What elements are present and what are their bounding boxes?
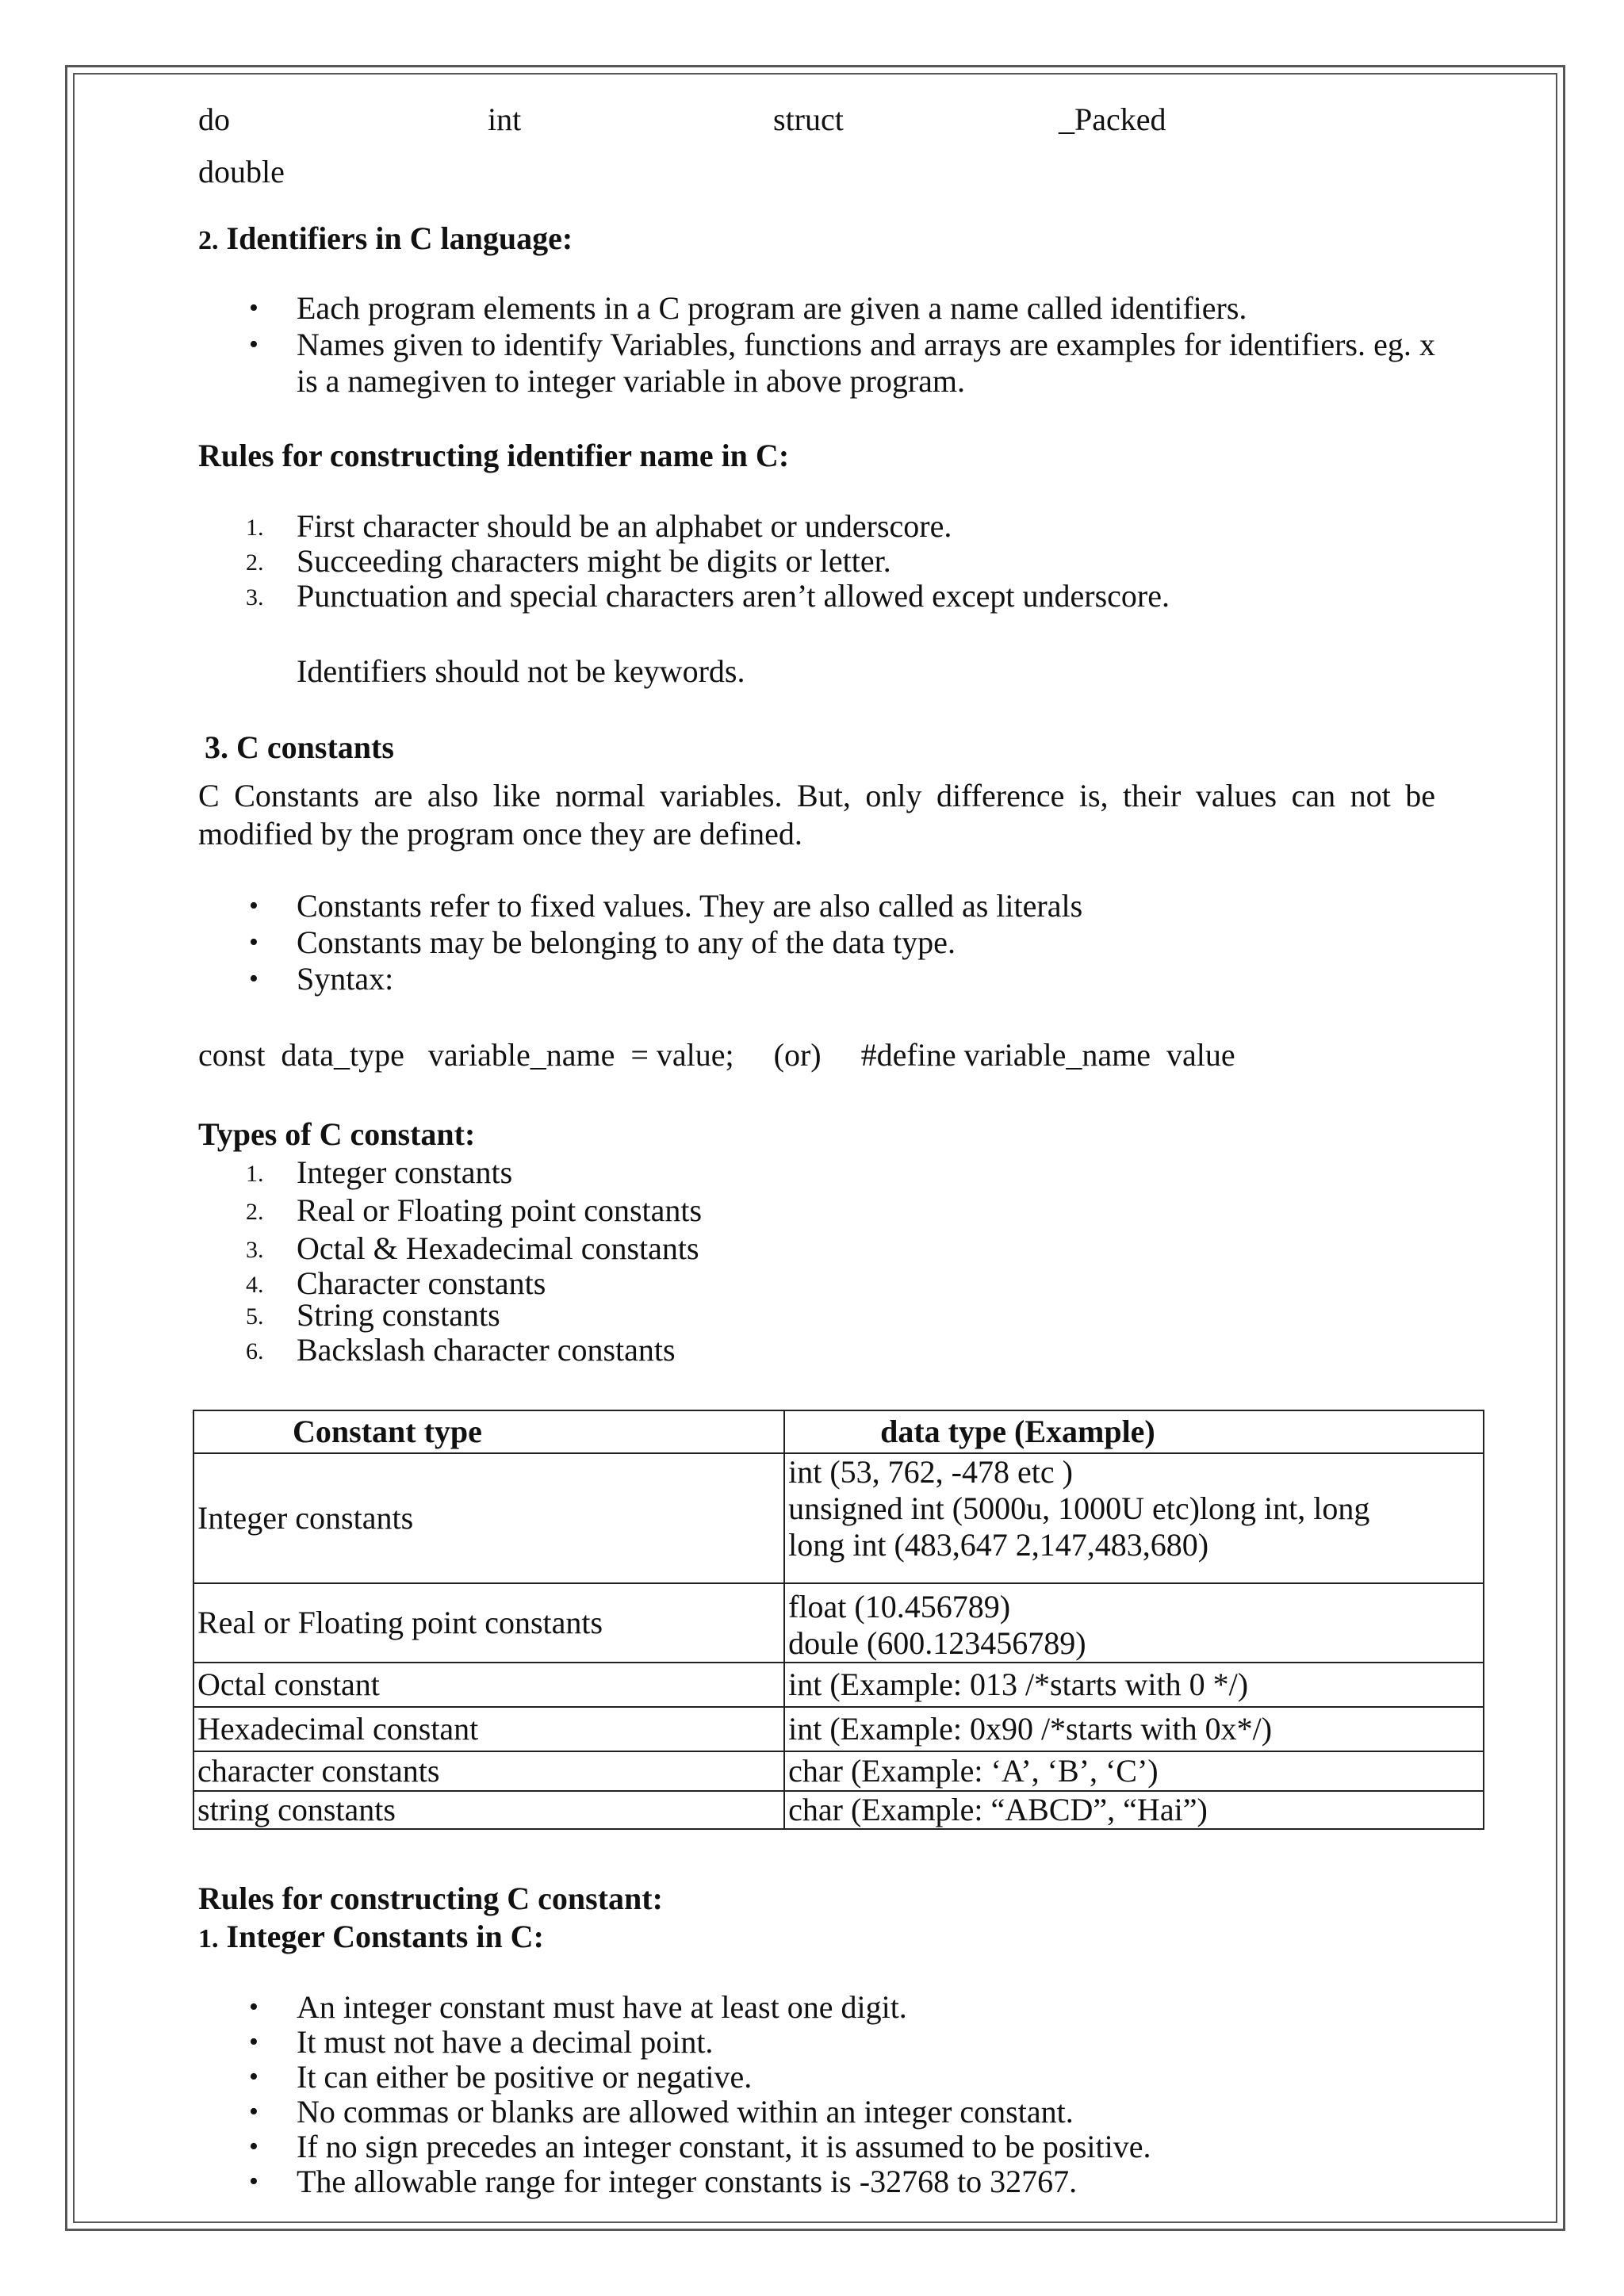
rules-identifier-heading: Rules for constructing identifier name in C: xyxy=(198,438,790,473)
list-item-text: It must not have a decimal point. xyxy=(297,2024,714,2060)
list-item-text: Constants may be belonging to any of the data type. xyxy=(297,924,956,960)
number-marker: 2. xyxy=(246,549,264,576)
list-item xyxy=(198,509,1435,544)
list-item xyxy=(198,1265,1435,1301)
number-marker: 2. xyxy=(246,1199,264,1225)
table-row xyxy=(193,1453,1484,1583)
list-item xyxy=(198,544,1435,579)
table-header-cell: Constant type xyxy=(193,1410,784,1453)
list-item-text: Integer constants xyxy=(297,1154,513,1190)
list-item xyxy=(198,924,1435,961)
number-marker: 4. xyxy=(246,1272,264,1298)
list-item xyxy=(198,1154,1435,1192)
table-row xyxy=(193,1583,1484,1663)
document-body xyxy=(198,101,1435,1367)
list-item xyxy=(198,1332,1435,1367)
table-cell-example: int (Example: 0x90 /*starts with 0x*/) xyxy=(784,1707,1484,1751)
number-marker: 5. xyxy=(246,1303,264,1330)
list-item-text: Each program elements in a C program are given a name called identifiers. xyxy=(297,290,1247,326)
list-item-text: Constants refer to fixed values. They are also called as literals xyxy=(297,888,1083,924)
list-item xyxy=(198,2130,1435,2164)
number-marker: 1. xyxy=(246,515,264,541)
constant-types-table xyxy=(193,1410,1484,1830)
rules-constant-heading: Rules for constructing C constant: xyxy=(198,1881,663,1916)
table-header-row xyxy=(193,1410,1484,1453)
table-cell-example: char (Example: “ABCD”, “Hai”) xyxy=(784,1791,1484,1829)
section-heading-constants: 3. C constants xyxy=(205,729,394,765)
cell-line: long int (483,647 2,147,483,680) xyxy=(788,1527,1209,1563)
syntax-line xyxy=(198,1037,1435,1075)
bullet-marker: • xyxy=(249,330,259,359)
list-item-text: Syntax: xyxy=(297,961,394,997)
list-item-text: First character should be an alphabet or underscore. xyxy=(297,508,952,544)
table-row xyxy=(193,1751,1484,1791)
section-number: 2. xyxy=(198,226,219,255)
identifier-note: Identifiers should not be keywords. xyxy=(297,653,745,689)
bullet-marker: • xyxy=(249,2132,259,2161)
bullet-marker: • xyxy=(249,2167,259,2196)
constants-bullets xyxy=(198,888,1435,997)
integer-rules-bullets xyxy=(198,1990,1435,2199)
bullet-marker: • xyxy=(249,928,259,957)
list-item xyxy=(198,579,1435,614)
list-item xyxy=(198,961,1435,997)
list-item-text: Backslash character constants xyxy=(297,1332,676,1368)
bullet-marker: • xyxy=(249,2062,259,2091)
list-item-text: Punctuation and special characters aren’t allowed except underscore. xyxy=(297,578,1170,614)
table-cell-example: char (Example: ‘A’, ‘B’, ‘C’) xyxy=(784,1751,1484,1791)
keyword: _Packed xyxy=(1059,101,1166,137)
constant-types-list xyxy=(198,1154,1435,1367)
list-item xyxy=(198,2095,1435,2130)
list-item-text: An integer constant must have at least one digit. xyxy=(297,1989,907,2025)
keyword: int xyxy=(488,101,522,137)
rules-constant-section xyxy=(198,1881,1435,2199)
bullet-marker: • xyxy=(249,964,259,993)
table-row xyxy=(193,1791,1484,1829)
table-cell-type: Octal constant xyxy=(193,1663,784,1707)
table-cell-type: Real or Floating point constants xyxy=(193,1583,784,1663)
syntax-or: (or) xyxy=(773,1037,822,1073)
cell-line: unsigned int (5000u, 1000U etc)long int, long xyxy=(788,1490,1370,1526)
list-item xyxy=(198,2060,1435,2095)
table-cell-example: int (Example: 013 /*starts with 0 */) xyxy=(784,1663,1484,1707)
list-item xyxy=(198,1990,1435,2025)
bullet-marker: • xyxy=(249,293,259,323)
list-item xyxy=(198,1230,1435,1265)
keyword-row xyxy=(198,101,1435,154)
bullet-marker: • xyxy=(249,2027,259,2057)
syntax-const-form: const data_type variable_name = value; xyxy=(198,1037,734,1073)
list-item-text: Character constants xyxy=(297,1265,546,1301)
list-item-text: Succeeding characters might be digits or letter. xyxy=(297,543,891,579)
identifier-bullets xyxy=(198,290,1435,400)
table-row xyxy=(193,1707,1484,1751)
table-cell-example xyxy=(784,1453,1484,1583)
types-heading: Types of C constant: xyxy=(198,1116,476,1152)
table-cell-type: Hexadecimal constant xyxy=(193,1707,784,1751)
identifier-rules-list xyxy=(198,509,1435,614)
list-item xyxy=(198,290,1435,327)
section-heading-identifiers xyxy=(198,220,1435,290)
constants-intro: C Constants are also like normal variables. But, only difference is, their values can not be modified by the program once they are defined. xyxy=(198,778,1435,851)
number-marker: 1. xyxy=(246,1161,264,1187)
list-item-text: If no sign precedes an integer constant, it is assumed to be positive. xyxy=(297,2129,1151,2164)
number-marker: 3. xyxy=(246,1237,264,1263)
list-item-text: It can either be positive or negative. xyxy=(297,2059,753,2095)
section-title: Integer Constants in C: xyxy=(226,1919,544,1954)
bullet-marker: • xyxy=(249,2097,259,2126)
list-item xyxy=(198,2164,1435,2199)
list-item xyxy=(198,888,1435,924)
cell-line: int (53, 762, -478 etc ) xyxy=(788,1454,1073,1490)
table-cell-type: Integer constants xyxy=(193,1453,784,1583)
syntax-define-form: #define variable_name value xyxy=(860,1037,1235,1073)
table-cell-type: character constants xyxy=(193,1751,784,1791)
keyword: double xyxy=(198,154,285,189)
cell-line: doule (600.123456789) xyxy=(788,1625,1086,1661)
keyword: do xyxy=(198,101,230,137)
list-item-text: No commas or blanks are allowed within an integer constant. xyxy=(297,2094,1074,2130)
number-marker: 3. xyxy=(246,584,264,610)
table-row xyxy=(193,1663,1484,1707)
keyword: struct xyxy=(773,101,844,137)
list-item-text: Octal & Hexadecimal constants xyxy=(297,1230,699,1266)
list-item xyxy=(198,327,1435,400)
section-title: Identifiers in C language: xyxy=(226,220,573,256)
list-item xyxy=(198,1297,1435,1332)
number-marker: 6. xyxy=(246,1338,264,1364)
list-item xyxy=(198,2025,1435,2060)
cell-line: float (10.456789) xyxy=(788,1589,1011,1624)
list-item-text: Real or Floating point constants xyxy=(297,1192,703,1228)
list-item xyxy=(198,1192,1435,1230)
table-cell-type: string constants xyxy=(193,1791,784,1829)
table-cell-example xyxy=(784,1583,1484,1663)
keyword-row xyxy=(198,154,1435,220)
bullet-marker: • xyxy=(249,1992,259,2022)
list-item-text: Names given to identify Variables, functions and arrays are examples for identifiers. eg. x is a namegiven to integer variable in above program. xyxy=(297,327,1435,399)
integer-constants-heading xyxy=(198,1919,1435,1990)
bullet-marker: • xyxy=(249,891,259,920)
table-header-cell: data type (Example) xyxy=(784,1410,1484,1453)
list-item-text: The allowable range for integer constants is -32768 to 32767. xyxy=(297,2164,1078,2199)
list-item-text: String constants xyxy=(297,1297,500,1333)
section-number: 1. xyxy=(198,1924,219,1954)
